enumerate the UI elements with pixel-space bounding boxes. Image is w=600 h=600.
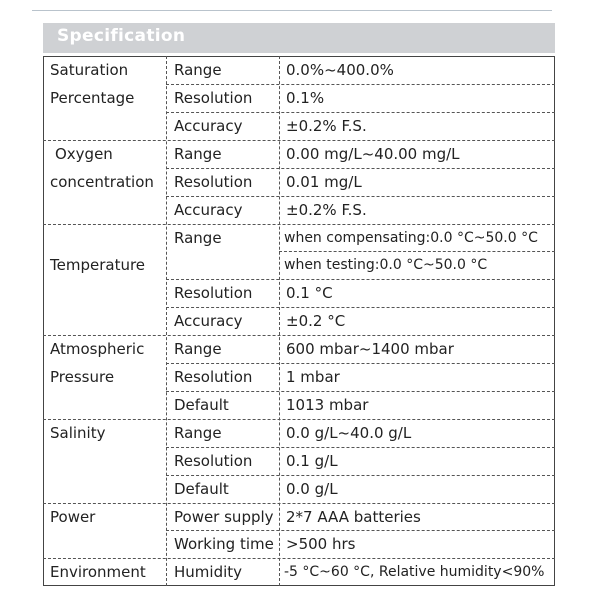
- column-divider-1: [166, 56, 167, 586]
- spec-value: 0.1 °C: [286, 284, 333, 302]
- spec-value: 0.0%~400.0%: [286, 61, 394, 79]
- param-label: Power supply: [174, 508, 274, 526]
- spec-value: ±0.2% F.S.: [286, 117, 367, 135]
- param-label: Resolution: [174, 173, 253, 191]
- group-label-oxygen: concentration: [50, 173, 154, 191]
- group-label-saturation: Percentage: [50, 89, 135, 107]
- spec-value: 600 mbar~1400 mbar: [286, 340, 454, 358]
- param-label: Range: [174, 145, 222, 163]
- spec-value: when testing:0.0 °C~50.0 °C: [284, 257, 488, 273]
- spec-value: ±0.2 °C: [286, 312, 346, 330]
- param-label: Resolution: [174, 452, 253, 470]
- section-title: Specification: [57, 26, 186, 46]
- param-label: Range: [174, 229, 222, 247]
- spec-value: 0.0 g/L: [286, 480, 338, 498]
- spec-value: 0.00 mg/L~40.00 mg/L: [286, 145, 460, 163]
- spec-value: >500 hrs: [286, 535, 356, 553]
- group-label-pressure: Atmospheric: [50, 340, 145, 358]
- spec-value: 0.01 mg/L: [286, 173, 362, 191]
- spec-value: 0.0 g/L~40.0 g/L: [286, 424, 412, 442]
- spec-value: -5 °C~60 °C, Relative humidity<90%: [284, 564, 545, 580]
- param-label: Default: [174, 396, 229, 414]
- top-rule: [32, 10, 552, 11]
- spec-value: 1013 mbar: [286, 396, 369, 414]
- spec-value: 2*7 AAA batteries: [286, 508, 421, 526]
- param-label: Resolution: [174, 89, 253, 107]
- param-label: Accuracy: [174, 117, 243, 135]
- group-label-environment: Environment: [50, 563, 146, 581]
- param-label: Working time: [174, 535, 274, 553]
- param-label: Accuracy: [174, 201, 243, 219]
- spec-value: when compensating:0.0 °C~50.0 °C: [284, 230, 538, 246]
- group-label-temperature: Temperature: [50, 256, 146, 274]
- param-label: Range: [174, 340, 222, 358]
- section-header: [43, 23, 555, 53]
- group-label-power: Power: [50, 508, 96, 526]
- param-label: Default: [174, 480, 229, 498]
- group-label-oxygen: Oxygen: [55, 145, 113, 163]
- param-label: Humidity: [174, 563, 243, 581]
- param-label: Resolution: [174, 284, 253, 302]
- group-label-salinity: Salinity: [50, 424, 106, 442]
- group-label-pressure: Pressure: [50, 368, 115, 386]
- param-label: Range: [174, 424, 222, 442]
- param-label: Resolution: [174, 368, 253, 386]
- param-label: Accuracy: [174, 312, 243, 330]
- group-label-saturation: Saturation: [50, 61, 129, 79]
- spec-value: 0.1 g/L: [286, 452, 338, 470]
- spec-value: 0.1%: [286, 89, 325, 107]
- spec-value: 1 mbar: [286, 368, 340, 386]
- param-label: Range: [174, 61, 222, 79]
- spec-value: ±0.2% F.S.: [286, 201, 367, 219]
- column-divider-2: [279, 56, 280, 586]
